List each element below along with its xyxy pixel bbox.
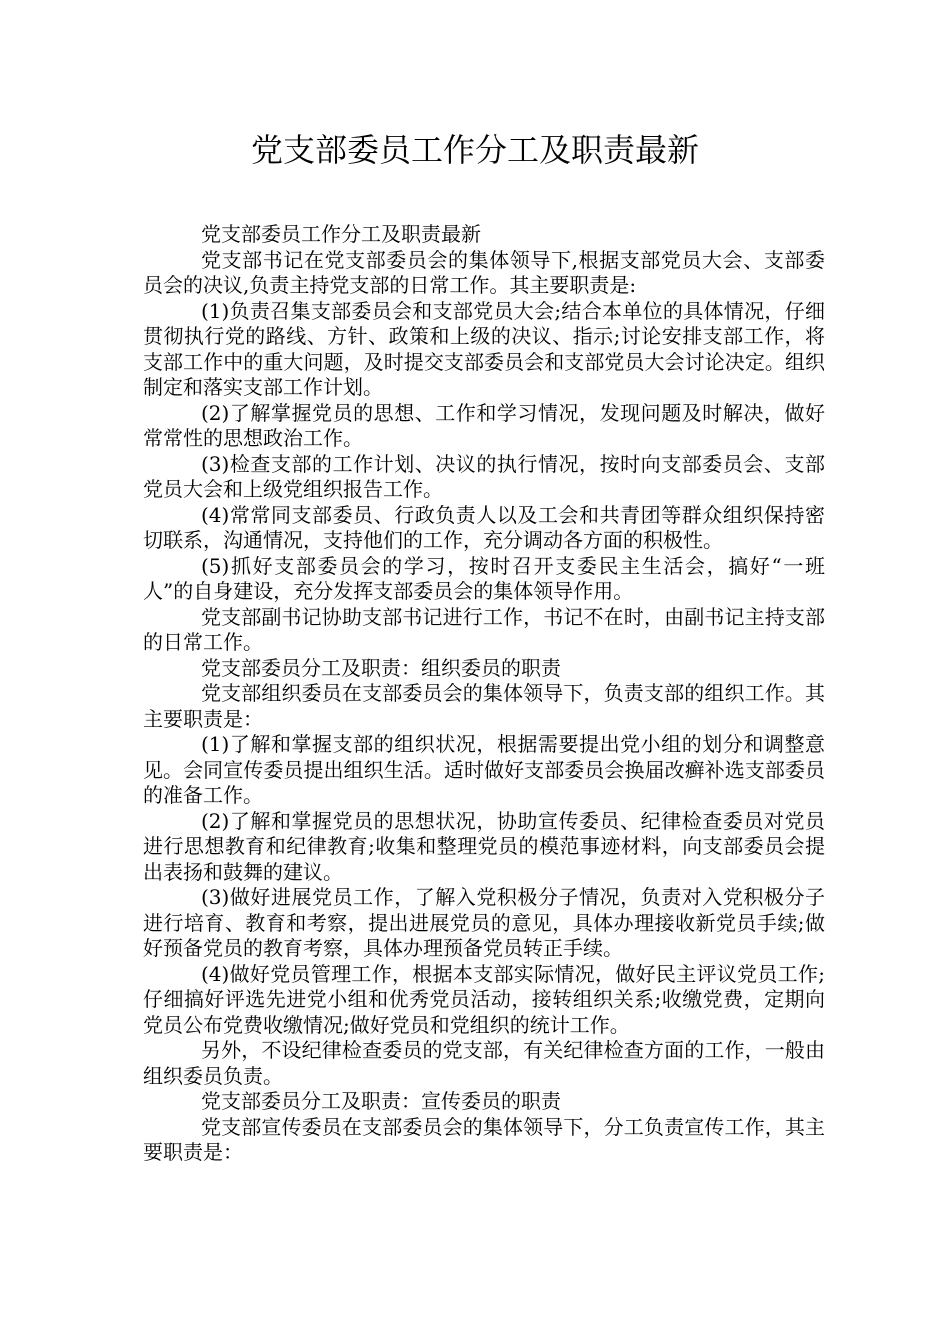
paragraph-discipline-note: 另外，不设纪律检查委员的党支部，有关纪律检查方面的工作，一般由组织委员负责。 xyxy=(143,1038,825,1088)
paragraph-propaganda-heading: 党支部委员分工及职责：宣传委员的职责 xyxy=(201,1089,561,1113)
document-body xyxy=(143,222,825,1166)
paragraph-deputy-secretary: 党支部副书记协助支部书记进行工作，书记不在时，由副书记主持支部的日常工作。 xyxy=(143,604,825,654)
paragraph-secretary-duty-1: (1)负责召集支部委员会和支部党员大会;结合本单位的具体情况，仔细贯彻执行党的路线、方针、政策和上级的决议、指示;讨论安排支部工作，将支部工作中的重大问题，及时提交支部委员会和支部党员大会讨论决定。组织制定和落实支部工作计划。 xyxy=(143,298,825,399)
paragraph-propaganda-intro: 党支部宣传委员在支部委员会的集体领导下，分工负责宣传工作，其主要职责是： xyxy=(143,1114,825,1164)
paragraph-organization-duty-3: (3)做好进展党员工作，了解入党积极分子情况，负责对入党积极分子进行培育、教育和考察，提出进展党员的意见，具体办理接收新党员手续;做好预备党员的教育考察，具体办理预备党员转正手续。 xyxy=(143,885,825,960)
paragraph-secretary-duty-2: (2)了解掌握党员的思想、工作和学习情况，发现问题及时解决，做好常常性的思想政治工作。 xyxy=(143,400,825,450)
paragraph-organization-duty-2: (2)了解和掌握党员的思想状况，协助宣传委员、纪律检查委员对党员进行思想教育和纪律教育;收集和整理党员的模范事迹材料，向支部委员会提出表扬和鼓舞的建议。 xyxy=(143,808,825,884)
paragraph-organization-heading: 党支部委员分工及职责：组织委员的职责 xyxy=(201,655,561,680)
paragraph-organization-intro: 党支部组织委员在支部委员会的集体领导下，负责支部的组织工作。其主要职责是： xyxy=(143,681,825,731)
paragraph-organization-duty-1: (1)了解和掌握支部的组织状况，根据需要提出党小组的划分和调整意见。会同宣传委员提出组织生活。适时做好支部委员会换届改癣补选支部委员的准备工作。 xyxy=(143,732,825,807)
document-title: 党支部委员工作分工及职责最新 xyxy=(250,131,699,169)
paragraph-secretary-intro: 党支部书记在党支部委员会的集体领导下,根据支部党员大会、支部委员会的决议,负责主持党支部的日常工作。其主要职责是: xyxy=(143,247,825,297)
paragraph-secretary-duty-5: (5)抓好支部委员会的学习，按时召开支委民主生活会，搞好“一班人”的自身建设，充分发挥支部委员会的集体领导作用。 xyxy=(143,553,825,603)
paragraph-subtitle: 党支部委员工作分工及职责最新 xyxy=(201,222,481,246)
paragraph-secretary-duty-4: (4)常常同支部委员、行政负责人以及工会和共青团等群众组织保持密切联系，沟通情况，支持他们的工作，充分调动各方面的积极性。 xyxy=(143,502,825,552)
paragraph-organization-duty-4: (4)做好党员管理工作，根据本支部实际情况，做好民主评议党员工作;仔细搞好评选先进党小组和优秀党员活动，接转组织关系;收缴党费，定期向党员公布党费收缴情况;做好党员和党组织的统计工作。 xyxy=(143,961,825,1037)
paragraph-secretary-duty-3: (3)检查支部的工作计划、决议的执行情况，按时向支部委员会、支部党员大会和上级党组织报告工作。 xyxy=(143,451,825,501)
